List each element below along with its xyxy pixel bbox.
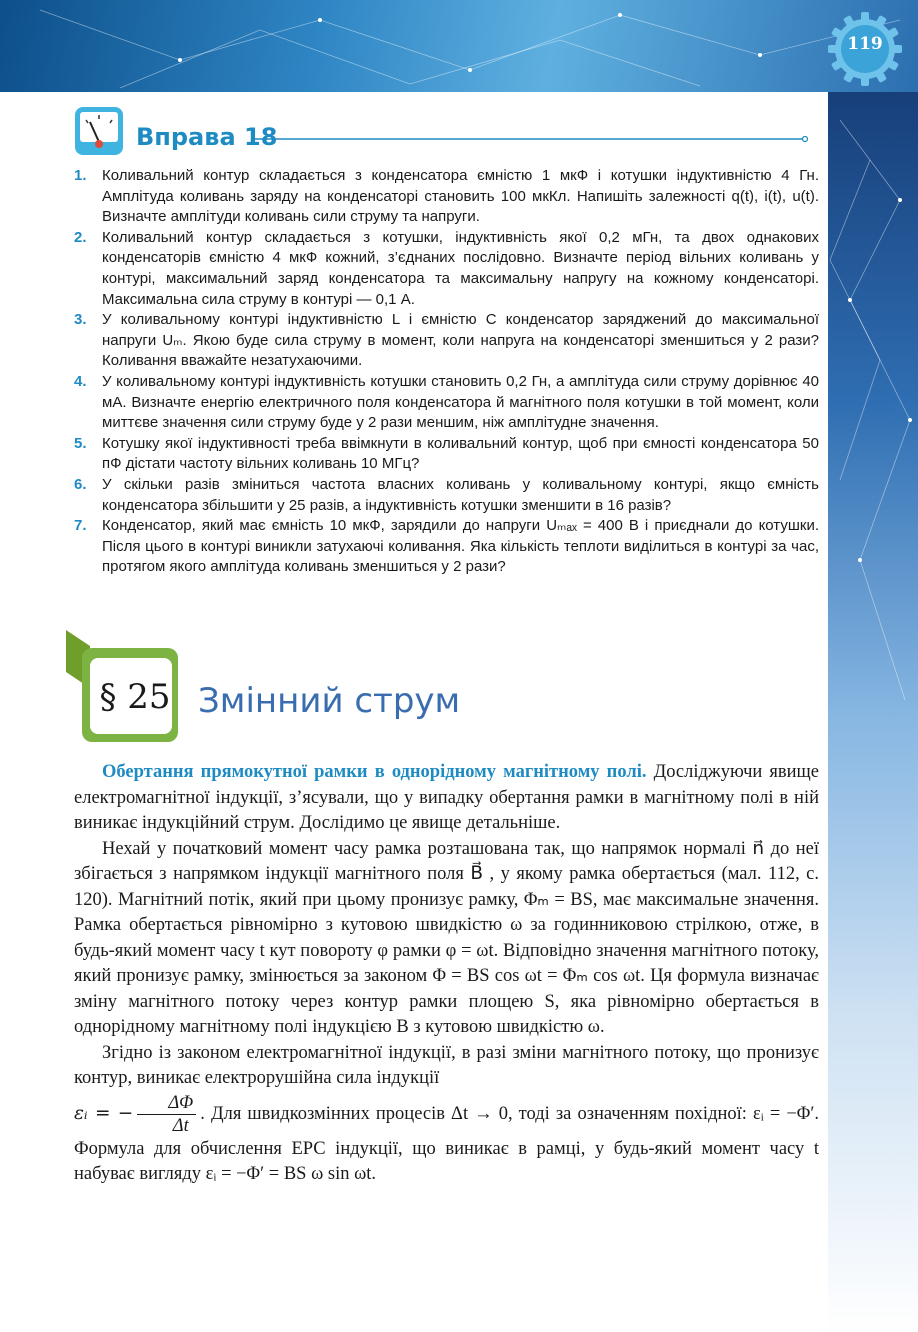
fraction	[137, 1092, 196, 1137]
exercise-number: 2.	[74, 228, 87, 246]
exercise-text: Коливальний контур складається з котушки, індуктивність якої 0,2 мГн, та двох однакових конденсаторів ємністю 4 мкФ кожний, з’єднаних послідовно. Визначте період вільних коливань у контурі, максимальний заряд конденсатора та максимальну напругу на кожному конденсаторі. Максимальна сила струму в контурі — 0,1 А.	[102, 228, 819, 308]
exercise-item	[74, 372, 819, 434]
exercise-number: 5.	[74, 434, 87, 452]
exercise-text: У скільки разів зміниться частота власних коливань у коливальному контурі, якщо ємність конденсатора збільшити у 25 разів, а індуктивність котушки зменшити в 16 разів?	[102, 475, 819, 514]
exercise-item	[74, 434, 819, 475]
exercise-item	[74, 475, 819, 516]
paragraph-text: Згідно із законом електромагнітної індукції, в разі зміни магнітного потоку, що пронизує контур, виникає електрорушійна сила індукції	[74, 1042, 819, 1088]
exercise-title: Вправа 18	[136, 123, 278, 151]
emf-formula-lhs: εᵢ = −	[74, 1102, 134, 1124]
section-body	[74, 760, 819, 1188]
exercise-text: Конденсатор, який має ємність 10 мкФ, зарядили до напруги Uₘₐₓ = 400 В і приєднали до котушки. Після цього в контурі виникли затухаючі коливання. Яка кількість теплоти виділиться в контурі за час, протягом якого амплітуда коливань зменшиться у 2 рази?	[102, 517, 819, 576]
fraction-denominator: Δt	[172, 1115, 189, 1136]
paragraph-text: Досліджуючи явище електромагнітної індукції, з’ясували, що у випадку обертання рамки в магнітному полі в ній виникає індукційний струм. Дослідимо це явище детальніше.	[74, 762, 820, 833]
page-number: 119	[847, 34, 883, 54]
exercise-number: 1.	[74, 167, 87, 184]
paragraph-text: . Для швидкозмінних процесів Δt → 0, тоді за означенням похідної: εᵢ = −Φ′. Формула для обчислення ЕРС індукції, що виникає в рамці, у будь-який момент часу t набуває вигляду εᵢ = −Φ′ = BS ω sin ωt.	[74, 1103, 819, 1184]
fraction-numerator: ΔΦ	[137, 1092, 196, 1115]
exercise-number: 4.	[74, 372, 87, 390]
exercise-number: 6.	[74, 475, 87, 493]
paragraph	[74, 1041, 819, 1188]
exercise-number: 7.	[74, 517, 87, 535]
exercise-item	[74, 228, 819, 310]
section-number: § 25	[99, 677, 171, 717]
exercise-item	[74, 166, 819, 228]
exercise-text: Котушку якої індуктивності треба ввімкнути в коливальний контур, щоб при ємності конденсатора 50 пФ дістати частоту вільних коливань 10 МГц?	[102, 434, 819, 473]
exercise-number: 3.	[74, 311, 87, 329]
exercise-list	[74, 166, 819, 578]
exercise-item	[74, 516, 819, 578]
exercise-text: У коливальному контурі індуктивність котушки становить 0,2 Гн, а амплітуда сили струму дорівнює 40 мА. Визначте енергію електричного поля конденсатора й магнітного поля котушки в той момент, коли миттєве значення сили струму буде у 2 рази меншим, ніж амплітудне значення.	[102, 372, 819, 432]
paragraph	[74, 760, 819, 837]
paragraph: Нехай у початковий момент часу рамка розташована так, що напрямок нормалі n⃗ до неї збігається з напрямком індукції магнітного поля B⃗ , у якому рамка обертається (мал. 112, с. 120). Магнітний потік, який при цьому пронизує рамку, Φₘ = BS, має максимальне значення. Рамка обертається рівномірно з кутовою швидкістю ω за годинниковою стрілкою, отже, в будь-який момент часу t кут повороту φ рамки φ = ωt. Відповідно значення магнітного потоку, який пронизує рамку, змінюється за законом Φ = BS cos ωt = Φₘ cos ωt. Ця формула визначає зміну магнітного потоку через контур рамки площею S, яка рівномірно обертається в однорідному магнітному полі індукцією B з кутовою швидкістю ω.	[74, 838, 819, 1037]
section-title: Змінний струм	[198, 681, 461, 721]
exercise-item	[74, 310, 819, 372]
meter-icon	[74, 106, 124, 156]
exercise-text: У коливальному контурі індуктивністю L і ємністю C конденсатор заряджений до максимальної напруги Uₘ. Якою буде сила струму в момент, коли напруга на конденсаторі зменшиться у 2 рази? Коливання вважайте незатухаючими.	[102, 311, 819, 370]
title-underline	[252, 136, 810, 142]
exercise-text: Коливальний контур складається з конденсатора ємністю 1 мкФ і котушки індуктивністю 4 Гн. Амплітуда коливань заряду на конденсаторі становить 100 мкКл. Напишіть залежності q(t), i(t), u(t). Визначте амплітуди коливань сили струму та напруги.	[102, 167, 819, 226]
paragraph-lead: Обертання прямокутної рамки в однорідному магнітному полі.	[102, 762, 647, 782]
